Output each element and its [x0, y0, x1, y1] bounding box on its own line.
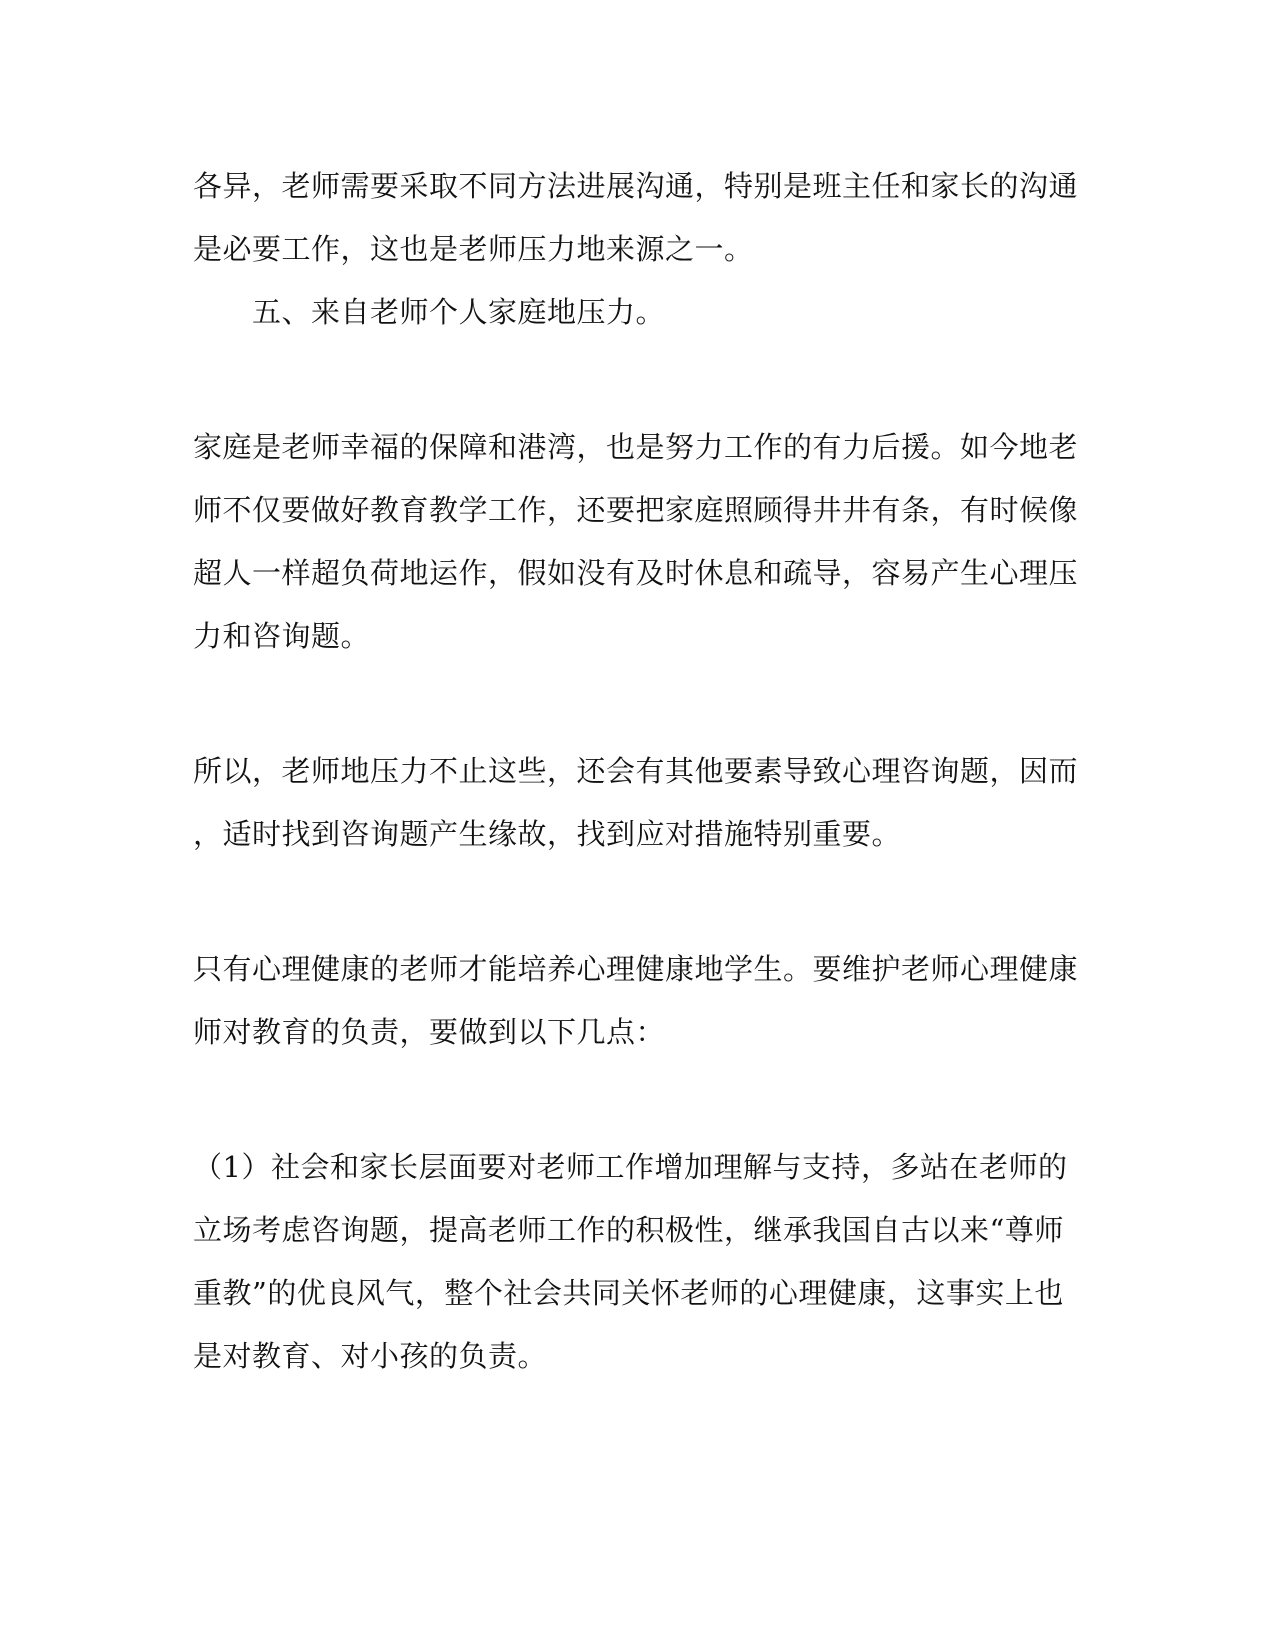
text-line: 师对教育的负责，要做到以下几点：: [193, 1015, 666, 1049]
text-line: 是对教育、对小孩的负责。: [193, 1339, 548, 1373]
text-line: 力和咨询题。: [193, 619, 371, 653]
text-line: （1）社会和家长层面要对老师工作增加理解与支持，多站在老师的: [193, 1150, 1068, 1184]
text-line: 超人一样超负荷地运作，假如没有及时休息和疏导，容易产生心理压: [193, 556, 1079, 590]
text-line: 家庭是老师幸福的保障和港湾，也是努力工作的有力后援。如今地老: [193, 430, 1079, 464]
text-line: 所以，老师地压力不止这些，还会有其他要素导致心理咨询题，因而: [193, 754, 1079, 788]
text-line: 只有心理健康的老师才能培养心理健康地学生。要维护老师心理健康: [193, 952, 1079, 986]
text-line: 各异，老师需要采取不同方法进展沟通，特别是班主任和家长的沟通: [193, 169, 1079, 203]
text-line: 是必要工作，这也是老师压力地来源之一。: [193, 232, 754, 266]
text-line: ，适时找到咨询题产生缘故，找到应对措施特别重要。: [193, 817, 902, 851]
text-line: 重教”的优良风气，整个社会共同关怀老师的心理健康，这事实上也: [193, 1276, 1064, 1310]
text-line: 立场考虑咨询题，提高老师工作的积极性，继承我国自古以来“尊师: [193, 1213, 1064, 1247]
text-line: 师不仅要做好教育教学工作，还要把家庭照顾得井井有条，有时候像: [193, 493, 1079, 527]
section-heading: 五、来自老师个人家庭地压力。: [252, 295, 666, 329]
